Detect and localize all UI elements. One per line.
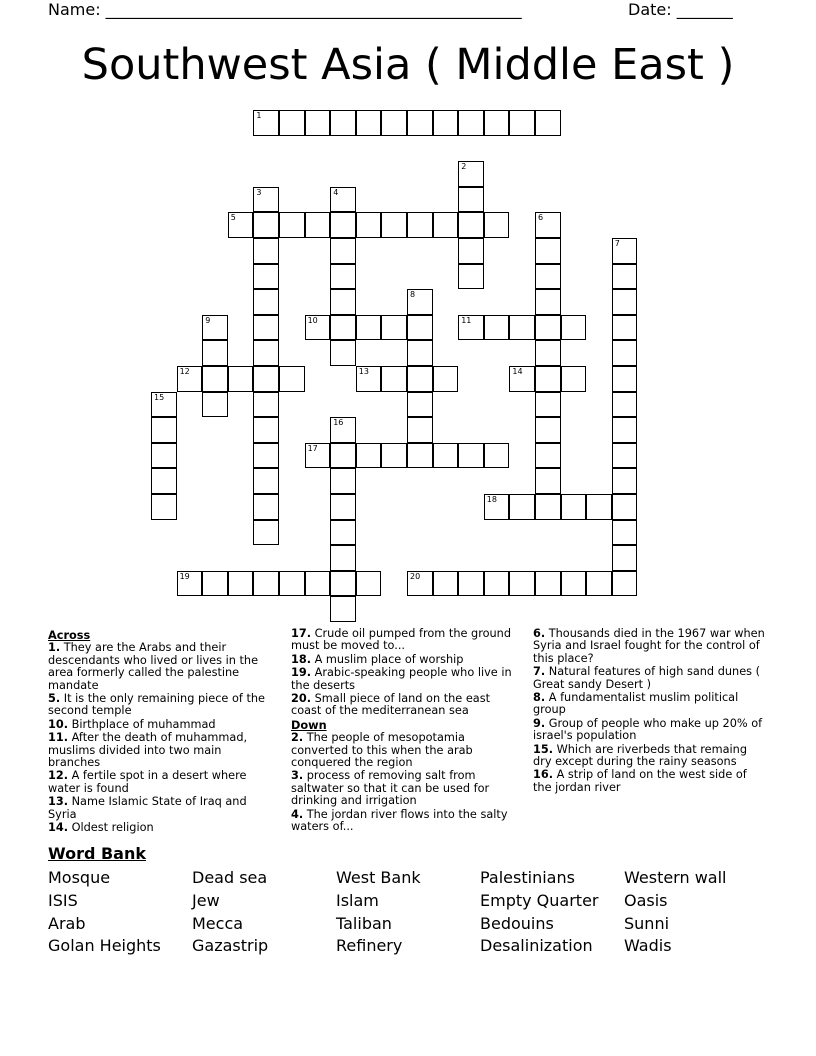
word-bank-item: Mecca bbox=[192, 913, 244, 933]
grid-cell[interactable] bbox=[228, 212, 254, 238]
grid-cell[interactable] bbox=[458, 187, 484, 213]
clue-text: Name Islamic State of Iraq and Syria bbox=[48, 795, 247, 821]
clue-text: Thousands died in the 1967 war when Syria and Israel fought for the control of this place? bbox=[533, 627, 765, 665]
grid-cell[interactable] bbox=[253, 392, 279, 418]
grid-cell[interactable] bbox=[305, 315, 331, 341]
word-bank-item: Wadis bbox=[624, 936, 672, 956]
grid-cell[interactable] bbox=[330, 212, 356, 238]
grid-cell[interactable] bbox=[151, 494, 177, 520]
grid-cell[interactable] bbox=[381, 366, 407, 392]
grid-cell[interactable] bbox=[509, 110, 535, 136]
word-bank-item: Gazastrip bbox=[192, 936, 269, 956]
grid-cell[interactable] bbox=[356, 212, 382, 238]
clue-number: 17 bbox=[307, 443, 318, 453]
clue-text: It is the only remaining piece of the second temple bbox=[48, 692, 265, 718]
grid-cell[interactable] bbox=[253, 520, 279, 546]
clue-number: 18 bbox=[486, 495, 497, 504]
grid-cell[interactable] bbox=[407, 443, 433, 469]
word-bank-item: Palestinians bbox=[480, 868, 575, 887]
grid-cell[interactable] bbox=[330, 596, 356, 622]
word-bank-item: Bedouins bbox=[480, 913, 554, 933]
grid-cell[interactable] bbox=[458, 315, 484, 341]
clue-number-label: 7. bbox=[533, 665, 546, 679]
clue-number-label: 18. bbox=[291, 652, 312, 666]
grid-cell[interactable] bbox=[561, 571, 587, 597]
clue-text: They are the Arabs and their descendants who lived or lives in the area formerly called the palestine mandate bbox=[48, 641, 259, 692]
clue-number-label: 12. bbox=[48, 769, 69, 783]
word-bank-item: Taliban bbox=[336, 913, 392, 933]
clue-text: Small piece of land on the east coast of the mediterranean sea bbox=[291, 692, 491, 718]
grid-cell[interactable] bbox=[330, 340, 356, 366]
grid-cell[interactable] bbox=[433, 366, 459, 392]
grid-cell[interactable] bbox=[253, 417, 279, 443]
grid-cell[interactable] bbox=[561, 494, 587, 520]
clue-number: 10 bbox=[307, 315, 318, 325]
grid-cell[interactable] bbox=[586, 494, 612, 520]
grid-cell[interactable] bbox=[330, 494, 356, 520]
grid-cell[interactable] bbox=[253, 187, 279, 213]
clue-number-label: 19. bbox=[291, 666, 312, 680]
grid-cell[interactable] bbox=[458, 212, 484, 238]
grid-cell[interactable] bbox=[458, 264, 484, 290]
clue-number: 11 bbox=[461, 315, 472, 325]
clue-text: The people of mesopotamia converted to this when the arab conquered the region bbox=[291, 731, 473, 770]
across-clue bbox=[48, 822, 276, 834]
grid-cell[interactable] bbox=[330, 443, 356, 469]
grid-cell[interactable] bbox=[586, 571, 612, 597]
clue-text: Which are riverbeds that remaing dry except during the rainy seasons bbox=[533, 742, 748, 769]
grid-cell[interactable] bbox=[356, 443, 382, 469]
clue-text: Birthplace of muhammad bbox=[68, 717, 216, 731]
down-clue bbox=[533, 769, 768, 794]
grid-cell[interactable] bbox=[612, 366, 638, 392]
word-bank-item: Empty Quarter bbox=[480, 890, 599, 910]
grid-cell[interactable] bbox=[612, 545, 638, 571]
grid-cell[interactable] bbox=[330, 468, 356, 494]
clue-number-label: 2. bbox=[291, 731, 304, 745]
grid-cell[interactable] bbox=[612, 520, 638, 546]
grid-cell[interactable] bbox=[151, 392, 177, 418]
across-clue bbox=[48, 732, 276, 769]
date-field[interactable]: Date: _______ bbox=[628, 0, 733, 19]
grid-cell[interactable] bbox=[484, 315, 510, 341]
clue-number: 15 bbox=[154, 392, 165, 402]
down-clue bbox=[533, 692, 768, 717]
clue-number-label: 14. bbox=[48, 821, 69, 835]
grid-cell[interactable] bbox=[458, 571, 484, 597]
grid-cell[interactable] bbox=[330, 289, 356, 315]
grid-cell[interactable] bbox=[433, 212, 459, 238]
clue-number: 1 bbox=[256, 111, 262, 120]
down-clue bbox=[533, 744, 768, 769]
clue-number-label: 17. bbox=[291, 627, 312, 640]
grid-cell[interactable] bbox=[612, 443, 638, 469]
grid-cell[interactable] bbox=[305, 443, 331, 469]
clue-number-label: 10. bbox=[48, 717, 69, 731]
grid-cell[interactable] bbox=[458, 161, 484, 187]
grid-cell[interactable] bbox=[381, 212, 407, 238]
grid-cell[interactable] bbox=[484, 110, 510, 136]
grid-cell[interactable] bbox=[253, 340, 279, 366]
grid-cell[interactable] bbox=[612, 392, 638, 418]
word-bank-item: Dead sea bbox=[192, 868, 268, 887]
clue-number-label: 5. bbox=[48, 692, 61, 706]
word-bank-item: Sunni bbox=[624, 913, 670, 933]
grid-cell[interactable] bbox=[509, 315, 535, 341]
down-heading: Down bbox=[291, 718, 327, 732]
clue-number-label: 6. bbox=[533, 627, 546, 640]
word-bank-item: Jew bbox=[192, 890, 220, 910]
grid-cell[interactable] bbox=[407, 366, 433, 392]
grid-cell[interactable] bbox=[535, 392, 561, 418]
grid-cell[interactable] bbox=[305, 212, 331, 238]
grid-cell[interactable] bbox=[407, 315, 433, 341]
across-clue bbox=[291, 667, 519, 692]
clue-number: 16 bbox=[333, 418, 344, 428]
grid-cell[interactable] bbox=[535, 571, 561, 597]
grid-cell[interactable] bbox=[407, 289, 433, 315]
grid-cell[interactable] bbox=[561, 366, 587, 392]
grid-cell[interactable] bbox=[535, 289, 561, 315]
grid-cell[interactable] bbox=[407, 212, 433, 238]
word-bank-item: Refinery bbox=[336, 936, 403, 956]
word-bank-item: Desalinization bbox=[480, 936, 593, 956]
grid-cell[interactable] bbox=[535, 212, 561, 238]
grid-cell[interactable] bbox=[279, 212, 305, 238]
grid-cell[interactable] bbox=[279, 110, 305, 136]
clue-number-label: 11. bbox=[48, 731, 69, 745]
grid-cell[interactable] bbox=[253, 443, 279, 469]
page-title: Southwest Asia ( Middle East ) bbox=[81, 40, 735, 90]
grid-cell[interactable] bbox=[612, 571, 638, 597]
grid-cell[interactable] bbox=[535, 315, 561, 341]
clue-number: 9 bbox=[205, 315, 211, 325]
clue-text: The jordan river flows into the salty waters of... bbox=[291, 807, 508, 834]
clue-number: 6 bbox=[538, 213, 544, 223]
grid-cell[interactable] bbox=[458, 110, 484, 136]
grid-cell[interactable] bbox=[330, 545, 356, 571]
word-bank-item: ISIS bbox=[48, 890, 78, 910]
header-line bbox=[48, 0, 733, 19]
clue-number: 2 bbox=[461, 162, 467, 172]
across-clues-column bbox=[48, 628, 276, 836]
grid-cell[interactable] bbox=[535, 417, 561, 443]
grid-cell[interactable] bbox=[253, 212, 279, 238]
across-clue bbox=[48, 719, 276, 731]
word-bank-item: Golan Heights bbox=[48, 936, 161, 956]
grid-cell[interactable] bbox=[535, 110, 561, 136]
grid-cell[interactable] bbox=[253, 289, 279, 315]
across-clue bbox=[291, 628, 519, 653]
grid-cell[interactable] bbox=[253, 571, 279, 597]
clue-number-label: 4. bbox=[291, 807, 304, 821]
grid-cell[interactable] bbox=[381, 110, 407, 136]
grid-cell[interactable] bbox=[407, 417, 433, 443]
grid-cell[interactable] bbox=[330, 571, 356, 597]
clue-text: A fertile spot in a desert where water is found bbox=[48, 769, 247, 795]
grid-cell[interactable] bbox=[433, 443, 459, 469]
grid-cell[interactable] bbox=[458, 443, 484, 469]
down-clue bbox=[533, 666, 768, 691]
grid-cell[interactable] bbox=[356, 571, 382, 597]
grid-cell[interactable] bbox=[535, 494, 561, 520]
grid-cell[interactable] bbox=[228, 571, 254, 597]
grid-cell[interactable] bbox=[356, 315, 382, 341]
down-clues-column-continued bbox=[533, 628, 768, 795]
clue-text: Natural features of high sand dunes ( Great sandy Desert ) bbox=[533, 665, 761, 691]
word-bank-item: Mosque bbox=[48, 868, 111, 887]
grid-cell[interactable] bbox=[612, 468, 638, 494]
grid-cell[interactable] bbox=[253, 238, 279, 264]
across-clue bbox=[48, 693, 276, 718]
grid-cell[interactable] bbox=[330, 238, 356, 264]
grid-cell[interactable] bbox=[330, 315, 356, 341]
grid-cell[interactable] bbox=[330, 264, 356, 290]
grid-cell[interactable] bbox=[305, 571, 331, 597]
grid-cell[interactable] bbox=[381, 443, 407, 469]
grid-cell[interactable] bbox=[330, 520, 356, 546]
grid-cell[interactable] bbox=[253, 315, 279, 341]
grid-cell[interactable] bbox=[433, 571, 459, 597]
clue-text: process of removing salt from saltwater so that it can be used for drinking and irrigation bbox=[291, 769, 490, 808]
clue-text: Arabic-speaking people who live in the deserts bbox=[291, 666, 512, 692]
grid-cell[interactable] bbox=[433, 110, 459, 136]
grid-cell[interactable] bbox=[177, 366, 203, 392]
clue-number-label: 3. bbox=[291, 769, 304, 783]
word-bank-item: Arab bbox=[48, 913, 86, 933]
clue-number: 4 bbox=[333, 187, 339, 197]
clue-text: A fundamentalist muslim political group bbox=[533, 691, 739, 717]
across-clue bbox=[48, 796, 276, 821]
grid-cell[interactable] bbox=[330, 110, 356, 136]
clue-number-label: 13. bbox=[48, 795, 69, 809]
grid-cell[interactable] bbox=[202, 340, 228, 366]
grid-cell[interactable] bbox=[407, 110, 433, 136]
clue-text: A muslim place of worship bbox=[311, 652, 464, 666]
clues-column-2 bbox=[291, 628, 519, 835]
grid-cell[interactable] bbox=[202, 315, 228, 341]
grid-cell[interactable] bbox=[535, 366, 561, 392]
clue-number: 3 bbox=[256, 187, 262, 197]
grid-cell[interactable] bbox=[356, 110, 382, 136]
grid-cell[interactable] bbox=[253, 366, 279, 392]
grid-cell[interactable] bbox=[535, 468, 561, 494]
clue-text: Group of people who make up 20% of israel's population bbox=[533, 716, 763, 743]
across-clue bbox=[291, 693, 519, 718]
clue-number-label: 8. bbox=[533, 691, 546, 705]
grid-cell[interactable] bbox=[484, 494, 510, 520]
word-bank-item: Western wall bbox=[624, 868, 727, 887]
grid-cell[interactable] bbox=[356, 366, 382, 392]
clue-number: 20 bbox=[410, 571, 421, 581]
clue-number: 14 bbox=[512, 367, 523, 376]
grid-cell[interactable] bbox=[151, 443, 177, 469]
grid-cell[interactable] bbox=[253, 494, 279, 520]
grid-cell[interactable] bbox=[253, 468, 279, 494]
grid-cell[interactable] bbox=[202, 571, 228, 597]
grid-cell[interactable] bbox=[202, 366, 228, 392]
grid-cell[interactable] bbox=[509, 571, 535, 597]
clue-number-label: 15. bbox=[533, 742, 554, 756]
grid-cell[interactable] bbox=[484, 571, 510, 597]
clue-text: Crude oil pumped from the ground must be moved to... bbox=[291, 627, 511, 653]
across-heading: Across bbox=[48, 629, 91, 642]
grid-cell[interactable] bbox=[381, 315, 407, 341]
clue-number: 19 bbox=[179, 571, 190, 581]
grid-cell[interactable] bbox=[151, 417, 177, 443]
clue-number-label: 1. bbox=[48, 641, 61, 655]
name-field[interactable]: Name: ____________________________________________________ bbox=[48, 0, 522, 19]
grid-cell[interactable] bbox=[305, 110, 331, 136]
grid-cell[interactable] bbox=[535, 238, 561, 264]
clue-number: 8 bbox=[410, 290, 416, 300]
grid-cell[interactable] bbox=[535, 264, 561, 290]
grid-cell[interactable] bbox=[612, 238, 638, 264]
grid-cell[interactable] bbox=[253, 110, 279, 136]
clue-number-label: 9. bbox=[533, 716, 546, 730]
clue-number: 5 bbox=[230, 213, 236, 223]
clue-text: Oldest religion bbox=[68, 821, 154, 835]
grid-cell[interactable] bbox=[458, 238, 484, 264]
clue-number-label: 20. bbox=[291, 692, 312, 706]
grid-cell[interactable] bbox=[228, 366, 254, 392]
down-clue bbox=[291, 732, 519, 769]
grid-cell[interactable] bbox=[407, 571, 433, 597]
grid-cell[interactable] bbox=[484, 443, 510, 469]
grid-cell[interactable] bbox=[202, 392, 228, 418]
clue-number-label: 16. bbox=[533, 768, 554, 782]
clue-number: 12 bbox=[179, 367, 190, 376]
grid-cell[interactable] bbox=[407, 392, 433, 418]
across-clue bbox=[48, 642, 276, 692]
grid-cell[interactable] bbox=[509, 494, 535, 520]
word-bank-item: Islam bbox=[336, 890, 379, 910]
clue-text: A strip of land on the west side of the jordan river bbox=[533, 768, 747, 794]
word-bank-title: Word Bank bbox=[48, 844, 147, 863]
grid-cell[interactable] bbox=[612, 340, 638, 366]
down-clue bbox=[533, 628, 768, 665]
grid-cell[interactable] bbox=[612, 315, 638, 341]
grid-cell[interactable] bbox=[279, 571, 305, 597]
word-bank-item: Oasis bbox=[624, 890, 668, 910]
clue-number: 13 bbox=[358, 367, 369, 376]
grid-cell[interactable] bbox=[330, 187, 356, 213]
grid-cell[interactable] bbox=[535, 340, 561, 366]
grid-cell[interactable] bbox=[279, 366, 305, 392]
grid-cell[interactable] bbox=[509, 366, 535, 392]
grid-cell[interactable] bbox=[253, 264, 279, 290]
clue-text: After the death of muhammad, muslims divided into two main branches bbox=[48, 731, 248, 770]
grid-cell[interactable] bbox=[535, 443, 561, 469]
grid-cell[interactable] bbox=[407, 340, 433, 366]
grid-cell[interactable] bbox=[330, 417, 356, 443]
grid-cell[interactable] bbox=[151, 468, 177, 494]
word-bank-item: West Bank bbox=[336, 868, 421, 887]
down-clue bbox=[291, 809, 519, 834]
grid-cell[interactable] bbox=[484, 212, 510, 238]
grid-cell[interactable] bbox=[612, 289, 638, 315]
grid-cell[interactable] bbox=[561, 315, 587, 341]
grid-cell[interactable] bbox=[612, 417, 638, 443]
clue-number: 7 bbox=[614, 239, 620, 248]
grid-cell[interactable] bbox=[612, 494, 638, 520]
across-clue bbox=[291, 654, 519, 666]
down-clue bbox=[533, 718, 768, 743]
grid-cell[interactable] bbox=[612, 264, 638, 290]
grid-cell[interactable] bbox=[177, 571, 203, 597]
down-clue bbox=[291, 770, 519, 807]
across-clue bbox=[48, 770, 276, 795]
